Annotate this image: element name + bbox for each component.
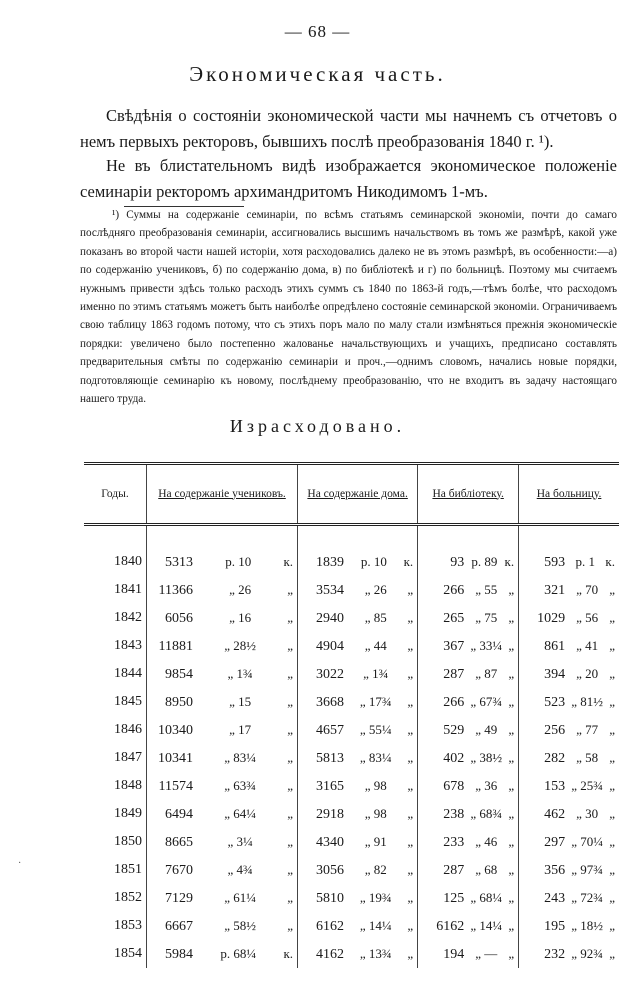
amount-kopecks: „ 4¾ [227, 861, 253, 877]
unit-mark: „ [287, 917, 294, 933]
hospital-cell [519, 576, 619, 604]
amount-kopecks: р. 68¼ [220, 945, 257, 961]
amount-kopecks: „ 98 [364, 805, 387, 821]
unit-mark: „ [407, 945, 414, 961]
stray-mark: · [18, 858, 22, 869]
students-cell [147, 856, 298, 884]
unit-mark: „ [407, 805, 414, 821]
unit-mark: „ [609, 693, 615, 709]
house-cell [298, 772, 418, 800]
amount-rubles: 321 [544, 582, 566, 598]
house-cell [298, 940, 418, 968]
unit-mark: „ [287, 665, 294, 681]
amount-rubles: 125 [443, 890, 465, 906]
unit-mark: „ [508, 805, 515, 821]
amount-rubles: 265 [443, 610, 465, 626]
header-house [298, 464, 418, 525]
amount-rubles: 266 [443, 694, 465, 710]
unit-mark: „ [609, 749, 615, 765]
students-cell [147, 912, 298, 940]
amount-kopecks: р. 10 [225, 553, 252, 569]
unit-mark: „ [609, 861, 615, 877]
hospital-cell [519, 912, 619, 940]
house-cell [298, 576, 418, 604]
amount-kopecks: „ 87 [475, 665, 498, 681]
amount-rubles: 3668 [316, 694, 345, 710]
table-row [84, 716, 619, 744]
unit-mark: к. [283, 945, 294, 961]
hospital-cell [519, 800, 619, 828]
library-cell [418, 884, 519, 912]
paragraph-1: Свѣдѣнія о состояніи экономической части мы начнемъ съ отчетовъ о немъ первыхъ ректоровъ, бывшихъ послѣ преобразованія 1840 г. ¹). [80, 106, 617, 151]
students-cell [147, 772, 298, 800]
table-row [84, 772, 619, 800]
amount-rubles: 287 [443, 666, 465, 682]
table-row [84, 828, 619, 856]
header-hospital [519, 464, 619, 525]
amount-rubles: 3056 [316, 862, 345, 878]
amount-kopecks: „ 68¾ [470, 805, 503, 821]
amount-rubles: 11881 [158, 638, 193, 654]
library-cell [418, 828, 519, 856]
amount-rubles: 2940 [316, 610, 345, 626]
students-cell [147, 744, 298, 772]
footnote: ¹) Суммы на содержаніе семинаріи, по всѣмъ статьямъ семинарской экономіи, почти до самаго послѣдняго преобразованія семинаріи, ассигновались высшимъ начальствомъ въ томъ же размѣрѣ, какой уже показанъ во второй части нашей исторіи, хотя расходовались далеко не въ этомъ размѣрѣ, въ особенности:—а) по содержанію учениковъ, б) по содержанію дома, в) по библіотекѣ и г) по больницѣ. Поэтому мы считаемъ нужнымъ привести здѣсь только расходъ этихъ суммъ съ 1840 по 1863-й годъ,—тѣмъ болѣе, что расходомъ именно по этимъ статьямъ можетъ быть наиболѣе опредѣлено состояніе семинарской экономіи. Ограничиваемъ свою таблицу 1863 годомъ потому, что съ этихъ поръ мало по малу стали измѣняться прежнія экономическіе порядки: увеличено было постепенно жалованье начальствующихъ и учащихъ, предписано составлять предварительныя смѣты по содержанію семинаріи и проч.,—однимъ словомъ, начались новые порядки, подготовляющіе семинарію къ новому, послѣднему преобразованію, что не входитъ въ задачу настоящаго нашего труда. [80, 209, 617, 406]
amount-rubles: 9854 [165, 666, 193, 682]
amount-rubles: 153 [544, 778, 566, 794]
house-cell [298, 828, 418, 856]
library-cell [418, 912, 519, 940]
unit-mark: „ [287, 777, 294, 793]
table-row [84, 525, 619, 577]
year-cell: 1840 [114, 554, 142, 569]
amount-kopecks: „ 38½ [470, 749, 503, 765]
amount-rubles: 6162 [436, 918, 465, 934]
year-cell: 1854 [114, 946, 142, 961]
amount-rubles: 3165 [316, 778, 345, 794]
amount-kopecks: „ 83¼ [224, 749, 257, 765]
unit-mark: „ [609, 609, 615, 625]
unit-mark: „ [508, 581, 515, 597]
amount-kopecks: „ 92¾ [571, 945, 604, 961]
library-cell [418, 856, 519, 884]
students-cell [147, 688, 298, 716]
amount-kopecks: „ — [475, 945, 498, 961]
amount-kopecks: „ 19¾ [359, 889, 392, 905]
students-cell [147, 576, 298, 604]
hospital-cell [519, 604, 619, 632]
unit-mark: „ [287, 833, 294, 849]
unit-mark: „ [287, 861, 294, 877]
unit-mark: „ [287, 581, 294, 597]
house-cell [298, 716, 418, 744]
amount-rubles: 4162 [316, 946, 345, 962]
library-cell [418, 940, 519, 968]
amount-kopecks: „ 14¼ [470, 917, 503, 933]
header-house-label: На содержаніе дома. [307, 487, 408, 500]
library-cell [418, 660, 519, 688]
amount-rubles: 2918 [316, 806, 345, 822]
amount-rubles: 297 [544, 834, 566, 850]
hospital-cell [519, 828, 619, 856]
amount-kopecks: „ 58 [576, 749, 599, 765]
header-library [418, 464, 519, 525]
amount-rubles: 6667 [165, 918, 193, 934]
amount-kopecks: „ 16 [229, 609, 252, 625]
amount-kopecks: „ 49 [475, 721, 498, 737]
amount-rubles: 233 [443, 834, 465, 850]
amount-kopecks: „ 63¾ [224, 777, 257, 793]
hospital-cell [519, 856, 619, 884]
unit-mark: „ [407, 581, 414, 597]
unit-mark: „ [407, 749, 414, 765]
unit-mark: „ [508, 665, 515, 681]
header-years: Годы. [84, 464, 147, 525]
unit-mark: „ [407, 665, 414, 681]
unit-mark: „ [508, 721, 515, 737]
students-cell [147, 604, 298, 632]
students-cell [147, 525, 298, 577]
amount-rubles: 4657 [316, 722, 345, 738]
amount-kopecks: „ 1¾ [227, 665, 253, 681]
section-heading: Экономическая часть. [189, 62, 446, 86]
unit-mark: „ [609, 777, 615, 793]
year-cell: 1852 [114, 890, 142, 905]
header-students-label: На содержаніе учениковъ. [158, 487, 286, 500]
unit-mark: к. [403, 553, 414, 569]
amount-rubles: 10340 [158, 722, 193, 738]
unit-mark: „ [287, 721, 294, 737]
house-cell [298, 800, 418, 828]
table-row [84, 856, 619, 884]
unit-mark: „ [508, 609, 515, 625]
students-cell [147, 940, 298, 968]
unit-mark: „ [508, 889, 515, 905]
table-row [84, 744, 619, 772]
unit-mark: „ [287, 609, 294, 625]
year-cell: 1844 [114, 666, 142, 681]
amount-kopecks: „ 70¼ [571, 833, 604, 849]
amount-kopecks: „ 18½ [571, 917, 604, 933]
amount-rubles: 7670 [165, 862, 193, 878]
unit-mark: „ [407, 889, 414, 905]
table-row [84, 800, 619, 828]
amount-rubles: 6162 [316, 918, 345, 934]
unit-mark: „ [609, 889, 615, 905]
unit-mark: „ [407, 693, 414, 709]
amount-kopecks: „ 36 [475, 777, 498, 793]
page-number: — 68 — [284, 22, 351, 41]
library-cell [418, 716, 519, 744]
table-row [84, 632, 619, 660]
table-title: Израсходовано. [229, 416, 406, 436]
amount-kopecks: „ 97¾ [571, 861, 604, 877]
unit-mark: „ [609, 805, 615, 821]
year-cell: 1849 [114, 806, 142, 821]
year-cell: 1841 [114, 582, 142, 597]
unit-mark: „ [609, 721, 615, 737]
house-cell [298, 660, 418, 688]
unit-mark: „ [287, 749, 294, 765]
hospital-cell [519, 632, 619, 660]
amount-rubles: 5984 [165, 946, 193, 962]
table-row [84, 688, 619, 716]
amount-kopecks: „ 85 [364, 609, 387, 625]
students-cell [147, 660, 298, 688]
amount-rubles: 1029 [537, 610, 566, 626]
unit-mark: „ [287, 805, 294, 821]
table-row [84, 940, 619, 968]
hospital-cell [519, 940, 619, 968]
amount-rubles: 402 [443, 750, 465, 766]
unit-mark: к. [283, 553, 294, 569]
amount-kopecks: „ 82 [364, 861, 387, 877]
year-cell: 1846 [114, 722, 142, 737]
paragraph-2: Не въ блистательномъ видѣ изображается экономическое положеніе семинаріи ректоромъ архимандритомъ Никодимомъ 1-мъ. [80, 156, 617, 201]
unit-mark: „ [508, 861, 515, 877]
unit-mark: „ [508, 917, 515, 933]
house-cell [298, 912, 418, 940]
amount-kopecks: „ 83¼ [359, 749, 392, 765]
library-cell [418, 604, 519, 632]
amount-rubles: 93 [450, 554, 465, 570]
unit-mark: „ [407, 861, 414, 877]
amount-rubles: 394 [544, 666, 566, 682]
amount-kopecks: „ 64¼ [224, 805, 257, 821]
unit-mark: „ [407, 777, 414, 793]
house-cell [298, 688, 418, 716]
amount-kopecks: „ 56 [576, 609, 599, 625]
year-cell: 1851 [114, 862, 142, 877]
amount-kopecks: „ 41 [576, 637, 599, 653]
amount-kopecks: „ 26 [229, 581, 252, 597]
amount-rubles: 256 [544, 722, 566, 738]
amount-kopecks: „ 15 [229, 693, 252, 709]
house-cell [298, 884, 418, 912]
students-cell [147, 716, 298, 744]
amount-kopecks: „ 61¼ [224, 889, 257, 905]
hospital-cell [519, 660, 619, 688]
library-cell [418, 688, 519, 716]
amount-kopecks: „ 68 [475, 861, 498, 877]
amount-kopecks: „ 1¾ [363, 665, 389, 681]
year-cell: 1845 [114, 694, 142, 709]
amount-kopecks: „ 14¼ [359, 917, 392, 933]
amount-rubles: 462 [544, 806, 566, 822]
amount-kopecks: р. 1 [575, 553, 596, 569]
amount-rubles: 11574 [158, 778, 193, 794]
amount-kopecks: „ 3¼ [227, 833, 253, 849]
amount-rubles: 5813 [316, 750, 345, 766]
amount-rubles: 238 [443, 806, 465, 822]
unit-mark: „ [407, 721, 414, 737]
library-cell [418, 576, 519, 604]
unit-mark: „ [609, 581, 615, 597]
amount-rubles: 5313 [165, 554, 193, 570]
unit-mark: „ [609, 637, 615, 653]
amount-rubles: 8950 [165, 694, 193, 710]
amount-kopecks: „ 30 [576, 805, 599, 821]
house-cell [298, 744, 418, 772]
amount-kopecks: „ 75 [475, 609, 498, 625]
amount-rubles: 195 [544, 918, 566, 934]
amount-kopecks: „ 33¼ [470, 637, 503, 653]
students-cell [147, 884, 298, 912]
table-row [84, 576, 619, 604]
amount-kopecks: „ 44 [364, 637, 387, 653]
year-cell: 1847 [114, 750, 142, 765]
unit-mark: „ [287, 637, 294, 653]
amount-rubles: 529 [443, 722, 465, 738]
amount-kopecks: „ 26 [364, 581, 387, 597]
amount-rubles: 8665 [165, 834, 193, 850]
unit-mark: „ [407, 833, 414, 849]
header-hospital-label: На больницу. [536, 487, 602, 500]
unit-mark: „ [609, 665, 615, 681]
unit-mark: „ [508, 637, 515, 653]
year-cell: 1850 [114, 834, 142, 849]
unit-mark: „ [508, 777, 515, 793]
amount-kopecks: р. 10 [360, 553, 387, 569]
amount-kopecks: „ 58½ [224, 917, 257, 933]
amount-kopecks: „ 28½ [224, 637, 257, 653]
hospital-cell [519, 744, 619, 772]
unit-mark: „ [287, 693, 294, 709]
amount-rubles: 356 [544, 862, 566, 878]
unit-mark: „ [609, 833, 615, 849]
amount-rubles: 367 [443, 638, 465, 654]
amount-rubles: 6494 [165, 806, 193, 822]
hospital-cell [519, 688, 619, 716]
unit-mark: „ [287, 889, 294, 905]
amount-rubles: 5810 [316, 890, 345, 906]
amount-rubles: 593 [544, 554, 566, 570]
unit-mark: „ [508, 833, 515, 849]
unit-mark: к. [605, 553, 615, 569]
amount-kopecks: „ 13¾ [359, 945, 392, 961]
amount-kopecks: „ 17¾ [359, 693, 392, 709]
amount-kopecks: „ 77 [576, 721, 599, 737]
amount-rubles: 11366 [158, 582, 193, 598]
header-library-label: На библіотеку. [432, 487, 504, 500]
amount-rubles: 7129 [165, 890, 193, 906]
table-body [84, 525, 619, 969]
house-cell [298, 525, 418, 577]
amount-kopecks: „ 25¾ [571, 777, 604, 793]
unit-mark: „ [407, 609, 414, 625]
students-cell [147, 828, 298, 856]
amount-rubles: 3534 [316, 582, 345, 598]
amount-rubles: 232 [544, 946, 566, 962]
amount-rubles: 287 [443, 862, 465, 878]
amount-rubles: 10341 [158, 750, 193, 766]
amount-rubles: 194 [443, 946, 465, 962]
amount-rubles: 3022 [316, 666, 345, 682]
amount-kopecks: „ 70 [576, 581, 599, 597]
amount-kopecks: „ 98 [364, 777, 387, 793]
amount-kopecks: „ 55¼ [359, 721, 392, 737]
amount-rubles: 282 [544, 750, 566, 766]
unit-mark: „ [508, 945, 515, 961]
amount-kopecks: „ 81½ [571, 693, 604, 709]
unit-mark: „ [407, 637, 414, 653]
amount-kopecks: „ 46 [475, 833, 498, 849]
library-cell [418, 800, 519, 828]
unit-mark: к. [504, 553, 515, 569]
unit-mark: „ [407, 917, 414, 933]
unit-mark: „ [609, 945, 615, 961]
amount-rubles: 243 [544, 890, 566, 906]
library-cell [418, 772, 519, 800]
amount-rubles: 6056 [165, 610, 193, 626]
unit-mark: „ [609, 917, 615, 933]
hospital-cell [519, 716, 619, 744]
amount-rubles: 4904 [316, 638, 345, 654]
amount-kopecks: „ 72¾ [571, 889, 604, 905]
students-cell [147, 632, 298, 660]
library-cell [418, 744, 519, 772]
amount-kopecks: „ 55 [475, 581, 498, 597]
amount-rubles: 266 [443, 582, 465, 598]
amount-kopecks: р. 89 [471, 553, 498, 569]
amount-rubles: 861 [544, 638, 566, 654]
table-row [84, 884, 619, 912]
year-cell: 1848 [114, 778, 142, 793]
hospital-cell [519, 525, 619, 577]
amount-kopecks: „ 20 [576, 665, 599, 681]
amount-kopecks: „ 68¼ [470, 889, 503, 905]
expenditure-table [84, 462, 619, 968]
library-cell [418, 632, 519, 660]
table-header-row [84, 464, 619, 525]
year-cell: 1842 [114, 610, 142, 625]
house-cell [298, 604, 418, 632]
amount-kopecks: „ 17 [229, 721, 252, 737]
amount-kopecks: „ 67¾ [470, 693, 503, 709]
table-row [84, 604, 619, 632]
header-students [147, 464, 298, 525]
year-cell: 1853 [114, 918, 142, 933]
hospital-cell [519, 884, 619, 912]
library-cell [418, 525, 519, 577]
amount-rubles: 678 [443, 778, 465, 794]
house-cell [298, 856, 418, 884]
hospital-cell [519, 772, 619, 800]
table-row [84, 912, 619, 940]
house-cell [298, 632, 418, 660]
unit-mark: „ [508, 693, 515, 709]
amount-rubles: 523 [544, 694, 566, 710]
unit-mark: „ [508, 749, 515, 765]
students-cell [147, 800, 298, 828]
amount-rubles: 4340 [316, 834, 345, 850]
amount-kopecks: „ 91 [364, 833, 387, 849]
table-row [84, 660, 619, 688]
amount-rubles: 1839 [316, 554, 345, 570]
year-cell: 1843 [114, 638, 142, 653]
